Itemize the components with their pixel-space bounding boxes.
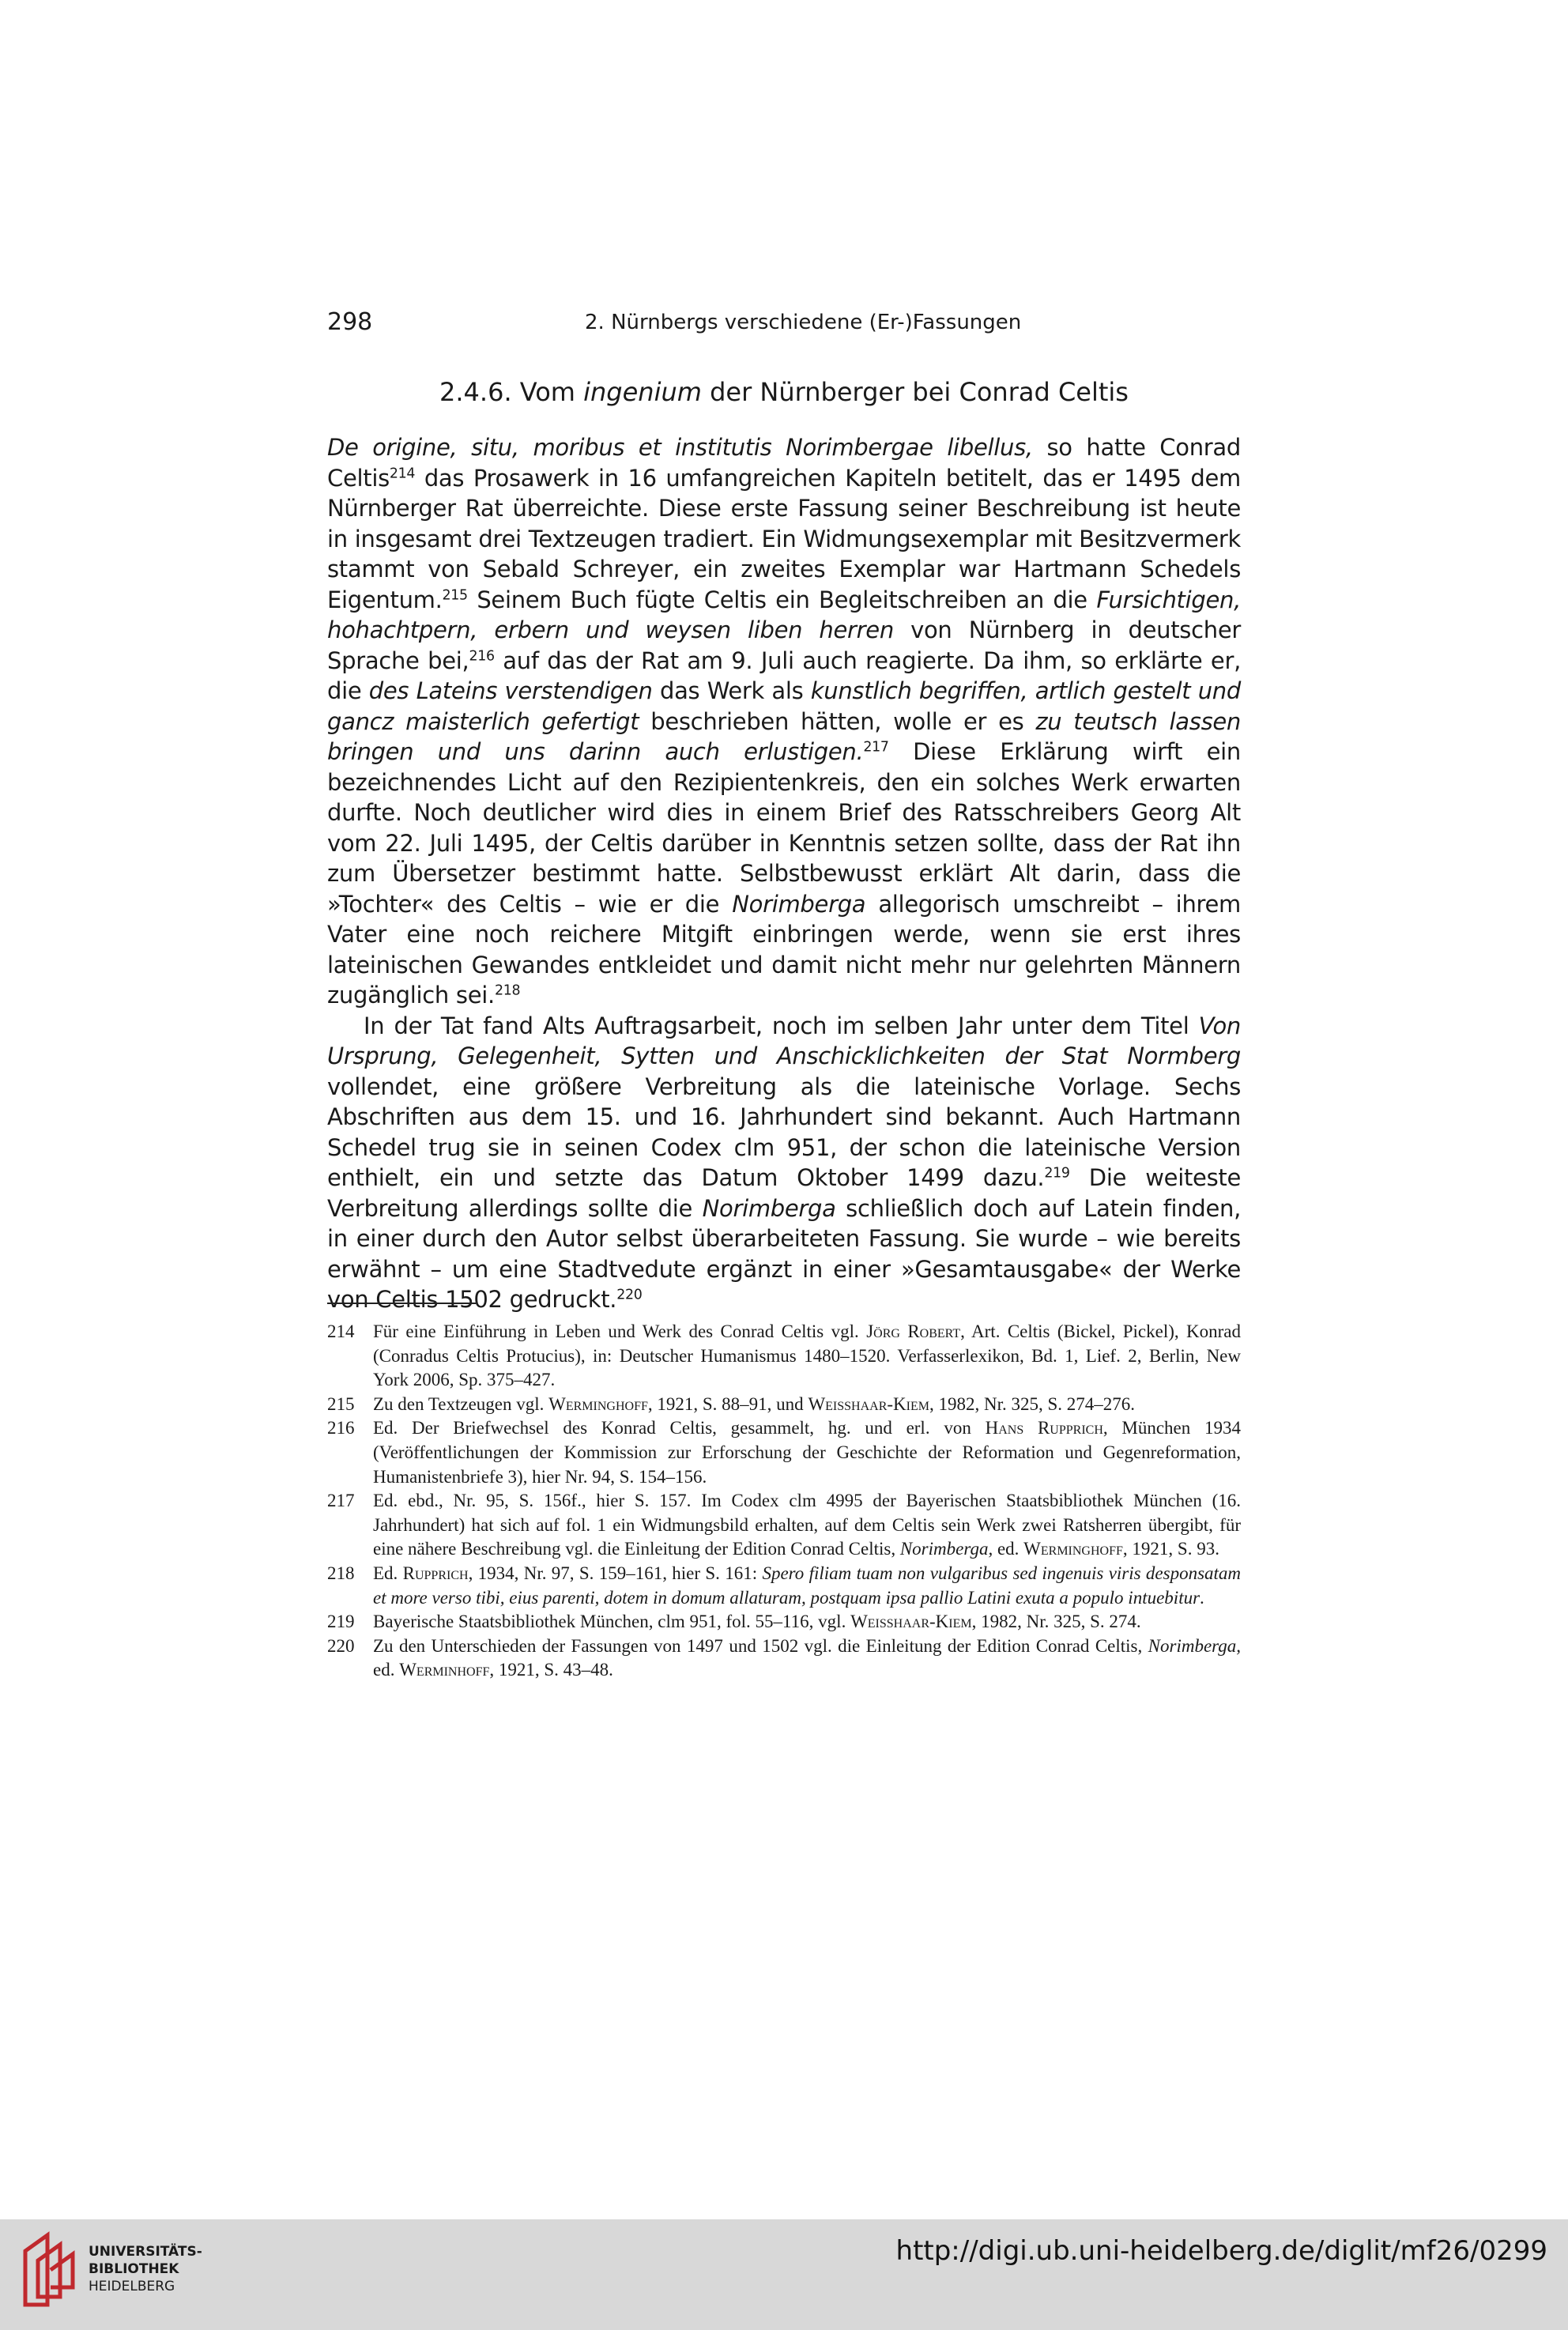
footnote-text xyxy=(373,1320,1241,1393)
text-italic: Norimberga xyxy=(702,1194,836,1222)
paragraph-1 xyxy=(327,432,1241,1011)
text-run: ed. xyxy=(997,1539,1020,1559)
text-run: Ed. Der Briefwechsel des Konrad Celtis, gesammelt, hg. und erl. von xyxy=(373,1418,971,1438)
footnote-214 xyxy=(327,1320,1241,1393)
text-run: , 1921, S. 88–91, und xyxy=(647,1393,804,1414)
text-run: , München 1934 (Veröffentlichungen der Kommission zur Erforschung der Geschichte der Reformation und Gegenreformation, Humanistenbriefe 3), hier Nr. 94, S. 154–156. xyxy=(373,1418,1242,1487)
text-italic: Norimberga xyxy=(732,890,866,918)
text-run: Seinem Buch fügte Celtis ein Begleitschreiben an die xyxy=(477,586,1087,613)
footnote-text xyxy=(373,1393,1241,1417)
text-italic: des Lateins verstendigen xyxy=(368,677,653,704)
page-number: 298 xyxy=(327,308,373,336)
text-run: schließlich doch auf Latein finden, in einer durch den Autor selbst überarbeiteten Fassung. Sie wurde – wie bereits erwähnt – um eine Stadtvedute ergänzt in einer »Gesamtausgabe« der Werke von Celtis 1502 gedruckt. xyxy=(327,1194,1241,1313)
section-title-rest: der Nürnberger bei Conrad Celtis xyxy=(710,377,1129,407)
text-run: das Werk als xyxy=(659,677,804,704)
text-run: Für eine Einführung in Leben und Werk des Conrad Celtis vgl. xyxy=(373,1321,859,1341)
text-run: In der Tat fand Alts Auftragsarbeit, noch im selben Jahr unter dem Titel xyxy=(364,1012,1189,1039)
author-name: Jörg Robert xyxy=(866,1321,961,1341)
section-title xyxy=(327,375,1241,409)
paragraph-2 xyxy=(327,1011,1241,1315)
text-run: , 1982, Nr. 325, S. 274–276. xyxy=(929,1393,1136,1414)
text-run: , 1982, Nr. 325, S. 274. xyxy=(971,1612,1141,1632)
text-italic: Spero filiam tuam non vulgaribus sed ingenuis viris desponsatam et more verso tibi, eius parenti, dotem in domum allaturam, postquam ipsa pallio Latini exuta a populo intuebitur xyxy=(373,1563,1242,1608)
footnote-ref[interactable]: 214 xyxy=(389,465,416,481)
text-run: , 1934, Nr. 97, S. 159–161, hier S. 161: xyxy=(468,1563,758,1583)
footnote-220 xyxy=(327,1634,1241,1683)
text-run: so hatte Conrad Celtis xyxy=(327,434,1241,492)
text-run: ed. xyxy=(373,1660,395,1680)
text-run: , 1921, S. 43–48. xyxy=(489,1660,613,1680)
library-name-line-3: HEIDELBERG xyxy=(89,2279,175,2294)
footnote-219 xyxy=(327,1610,1241,1634)
footnotes xyxy=(327,1320,1241,1683)
footnote-number: 216 xyxy=(327,1418,355,1438)
text-run: Ed. ebd., Nr. 95, S. 156f., hier S. 157. Im Codex clm 4995 der Bayerischen Staatsbibliothek München (16. Jahrhundert) hat sich auf fol. 1 ein Widmungsbild erhalten, auf dem Celtis sein Werk zwei Ratsherren übergibt, für eine nähere Beschreibung vgl. die Einleitung der Edition Conrad Celtis, xyxy=(373,1491,1241,1559)
footnote-ref[interactable]: 217 xyxy=(863,739,889,756)
text-italic: zu teutsch lassen bringen und uns darinn auch erlustigen. xyxy=(327,707,1241,765)
footnote-ref[interactable]: 218 xyxy=(494,982,521,999)
text-run: allegorisch umschreibt – ihrem Vater eine noch reichere Mitgift einbringen werde, wenn sie erst ihres lateinischen Gewandes entkleidet und damit nicht mehr nur gelehrten Männern zugänglich sei. xyxy=(327,890,1241,1009)
body-text xyxy=(327,432,1241,1315)
text-run: Zu den Unterschieden der Fassungen von 1497 und 1502 vgl. die Einleitung der Edition Conrad Celtis, xyxy=(373,1635,1143,1656)
footnote-218 xyxy=(327,1562,1241,1610)
text-italic: Norimberga, xyxy=(899,1539,993,1559)
footnote-217 xyxy=(327,1489,1241,1562)
footnote-divider xyxy=(327,1303,477,1304)
text-run: Zu den Textzeugen vgl. xyxy=(373,1393,545,1414)
library-name-line-1: UNIVERSITÄTS- xyxy=(89,2244,202,2260)
footnote-ref[interactable]: 216 xyxy=(469,647,495,664)
author-name: Rupprich xyxy=(402,1563,469,1583)
footnote-text xyxy=(373,1489,1241,1562)
author-name: Werminghoff xyxy=(548,1393,648,1414)
footnote-number: 215 xyxy=(327,1393,355,1414)
footnote-number: 214 xyxy=(327,1321,355,1341)
author-name: Werminghoff xyxy=(1023,1539,1123,1559)
text-italic: Norimberga, xyxy=(1148,1635,1242,1656)
footnote-ref[interactable]: 215 xyxy=(442,586,468,603)
library-logo-icon[interactable] xyxy=(21,2229,81,2311)
footnote-number: 218 xyxy=(327,1563,355,1583)
footnote-215 xyxy=(327,1393,1241,1417)
text-italic: kunstlich begriffen, artlich gestelt und gancz maisterlich gefertigt xyxy=(327,677,1241,735)
text-run: Diese Erklärung wirft ein bezeichnendes Licht auf den Rezipientenkreis, den ein solches Werk erwarten durfte. Noch deutlicher wird dies in einem Brief des Ratsschreibers Georg Alt vom 22. Juli 1495, der Celtis darüber in Kenntnis setzen sollte, dass der Rat ihn zum Übersetzer bestimmt hatte. Selbstbewusst erklärt Alt darin, dass die »Tochter« des Celtis – wie er die xyxy=(327,738,1242,918)
footnote-text xyxy=(373,1610,1241,1634)
footnote-number: 220 xyxy=(327,1635,355,1656)
footnote-ref[interactable]: 220 xyxy=(616,1287,643,1303)
library-name-line-2: BIBLIOTHEK xyxy=(89,2261,179,2277)
text-run: beschrieben hätten, wolle er es xyxy=(650,707,1024,735)
footnote-number: 219 xyxy=(327,1612,355,1632)
text-run: vollendet, eine größere Verbreitung als die lateinische Vorlage. Sechs Abschriften aus dem 15. und 16. Jahrhundert sind bekannt. Auch Hartmann Schedel trug sie in seinen Codex clm 951, der schon die lateinische Version enthielt, ein und setzte das Datum Oktober 1499 dazu. xyxy=(327,1073,1241,1191)
source-url-link[interactable]: http://digi.ub.uni-heidelberg.de/diglit/mf26/0299 xyxy=(895,2235,1547,2267)
text-run: . xyxy=(1200,1587,1204,1608)
author-name: Weisshaar-Kiem xyxy=(808,1393,929,1414)
footnote-ref[interactable]: 219 xyxy=(1044,1165,1070,1182)
running-head: 2. Nürnbergs verschiedene (Er-)Fassungen xyxy=(585,311,1022,334)
footnote-text xyxy=(373,1634,1241,1683)
library-name xyxy=(89,2243,202,2295)
text-italic: De origine, situ, moribus et institutis Norimbergae libellus, xyxy=(327,434,1033,461)
text-run: Bayerische Staatsbibliothek München, clm 951, fol. 55–116, vgl. xyxy=(373,1612,846,1632)
footnote-216 xyxy=(327,1416,1241,1489)
text-run: von Nürnberg in deutscher Sprache bei, xyxy=(327,616,1241,674)
author-name: Hans Rupprich xyxy=(985,1418,1103,1438)
text-run: , 1921, S. 93. xyxy=(1122,1539,1219,1559)
text-run: auf das der Rat am 9. Juli auch reagierte. Da ihm, so erklärte er, die xyxy=(327,647,1242,704)
text-run: , Art. Celtis (Bickel, Pickel), Konrad (Conradus Celtis Protucius), in: Deutscher Humanismus 1480–1520. Verfasserlexikon, Bd. 1, Lief. 2, Berlin, New York 2006, Sp. 375–427. xyxy=(373,1321,1242,1390)
footnote-number: 217 xyxy=(327,1491,355,1511)
footnote-text xyxy=(373,1562,1241,1610)
section-number: 2.4.6. Vom xyxy=(439,377,575,407)
author-name: Werminhoff xyxy=(399,1660,490,1680)
text-run: Die weiteste Verbreitung allerdings sollte die xyxy=(327,1164,1242,1222)
text-run: Ed. xyxy=(373,1563,398,1583)
text-italic: Von Ursprung, Gelegenheit, Sytten und Anschicklichkeiten der Stat Normberg xyxy=(327,1012,1242,1069)
author-name: Weisshaar-Kiem xyxy=(850,1612,972,1632)
section-title-italic: ingenium xyxy=(583,377,702,407)
text-italic: Fursichtigen, hohachtpern, erbern und weysen liben herren xyxy=(327,586,1242,643)
text-run: das Prosawerk in 16 umfangreichen Kapiteln betitelt, das er 1495 dem Nürnberger Rat überreichte. Diese erste Fassung seiner Beschreibung ist heute in insgesamt drei Textzeugen tradiert. Ein Widmungsexemplar mit Besitzvermerk stammt von Sebald Schreyer, ein zweites Exemplar war Hartmann Schedels Eigentum. xyxy=(327,464,1241,613)
footnote-text xyxy=(373,1416,1241,1489)
